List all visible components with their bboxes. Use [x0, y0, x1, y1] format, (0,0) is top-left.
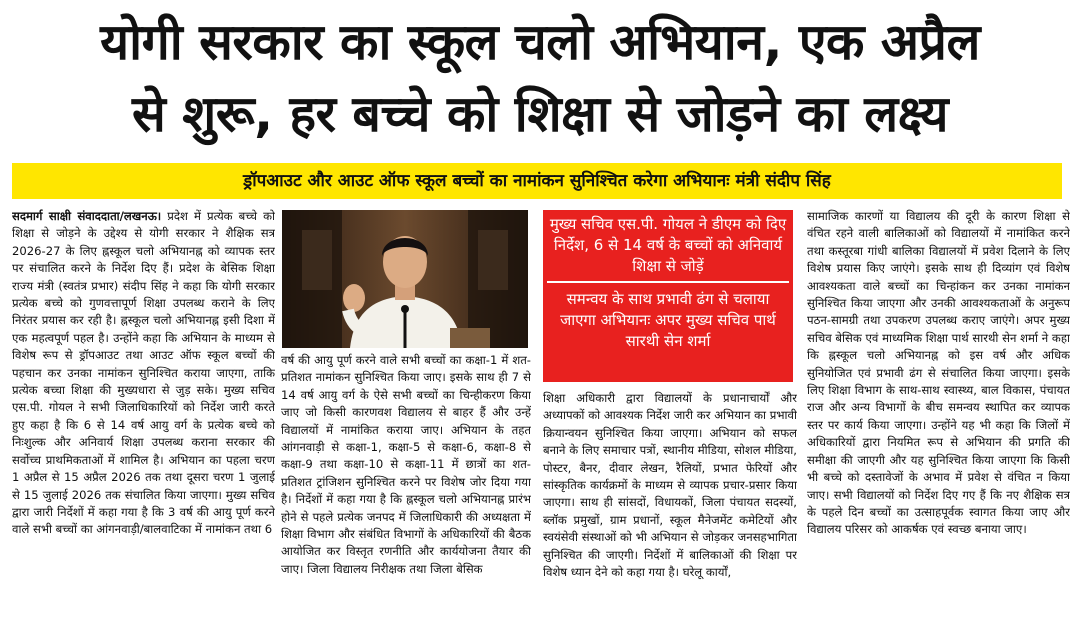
article-column-3: [543, 390, 797, 614]
highlight-box: [543, 210, 793, 382]
minister-photo-illustration: [282, 210, 528, 348]
column-2-text: वर्ष की आयु पूर्ण करने वाले सभी बच्चों का कक्षा-1 में शत-प्रतिशत नामांकन सुनिश्चित किया जाए। इसके साथ ही 7 से 14 वर्ष आयु वर्ग के ऐसे सभी बच्चों का चिन्हीकरण किया जाए जो किसी कारणवश विद्यालय से बाहर हैं और उन्हें विद्यालयों में नामांकित कराया जाए। अभियान के तहत आंगनवाड़ी से कक्षा-1, कक्षा-5 से कक्षा-6, कक्षा-8 से कक्षा-9 तथा कक्षा-10 से कक्षा-11 में छात्रों का शत-प्रतिशत ट्रांजिशन सुनिश्चित करने पर विशेष जोर दिया गया है। निर्देशों में कहा गया है कि ह्नस्कूल चलो अभियानह्न प्रारंभ होने से पहले प्रत्येक जनपद में जिलाधिकारी की अध्यक्षता में शिक्षा विभाग और संबंधित विभागों के अधिकारियों की बैठक आयोजित कर विस्तृत रणनीति और कार्ययोजना तैयार की जाए। जिला विद्यालय निरीक्षक तथा जिला बेसिक: [281, 353, 531, 576]
article-column-1: [12, 208, 275, 613]
minister-photo: [282, 210, 528, 348]
column-3-text: शिक्षा अधिकारी द्वारा विद्यालयों के प्रधानाचार्यों और अध्यापकों को आवश्यक निर्देश जारी कर अभियान का प्रभावी क्रियान्वयन सुनिश्चित किया जाएगा। अभियान को सफल बनाने के लिए समाचार पत्रों, स्थानीय मीडिया, सोशल मीडिया, पोस्टर, बैनर, दीवार लेखन, रैलियों, प्रभात फेरियों और सांस्कृतिक कार्यक्रमों के माध्यम से व्यापक प्रचार-प्रसार किया जाएगा। साथ ही सांसदों, विधायकों, जिला पंचायत सदस्यों, ब्लॉक प्रमुखों, ग्राम प्रधानों, स्कूल मैनेजमेंट कमेटियों और स्वयंसेवी संस्थाओं को भी अभियान से जोड़कर जनसहभागिता सुनिश्चित की जाएगी। निर्देशों में बालिकाओं की शिक्षा पर विशेष ध्यान देने को कहा गया है। घरेलू कार्यों,: [543, 391, 797, 580]
highlight-quote-2: समन्वय के साथ प्रभावी ढंग से चलाया जाएगा अभियानः अपर मुख्य सचिव पार्थ सारथी सेन शर्मा: [560, 290, 776, 350]
article-column-2: [281, 352, 531, 614]
headline: [10, 6, 1070, 156]
article-column-4: [807, 208, 1070, 613]
highlight-quote-1: मुख्य सचिव एस.पी. गोयल ने डीएम को दिए निर्देश, 6 से 14 वर्ष के बच्चों को अनिवार्य शिक्षा से जोड़ें: [549, 215, 787, 275]
byline: सदमार्ग साक्षी संवाददाता/लखनऊ।: [12, 209, 162, 223]
subheadline: ड्रॉपआउट और आउट ऑफ स्कूल बच्चों का नामांकन सुनिश्चित करेगा अभियानः मंत्री संदीप सिंह: [243, 171, 831, 191]
headline-line-2: से शुरू, हर बच्चे को शिक्षा से जोड़ने का लक्ष्य: [132, 85, 948, 143]
column-4-text: सामाजिक कारणों या विद्यालय की दूरी के कारण शिक्षा से वंचित रहने वाली बालिकाओं को विद्यालयों में नामांकित करने तथा कस्तूरबा गांधी बालिका विद्यालयों में प्रवेश दिलाने के लिए विशेष प्रयास किए जाएंगे। इसके साथ ही दिव्यांग एवं विशेष आवश्यकता वाले बच्चों का चिन्हांकन कर उनका नामांकन सुनिश्चित किया जाएगा और उनकी आवश्यकताओं के अनुरूप पठन-सामग्री तथा उपकरण उपलब्ध कराए जाएंगे। अपर मुख्य सचिव बेसिक एवं माध्यमिक शिक्षा पार्थ सारथी सेन शर्मा ने कहा कि ह्नस्कूल चलो अभियानह्न को इस वर्ष और अधिक सुनियोजित एवं प्रभावी ढंग से संचालित किया जाएगा। इसके लिए शिक्षा विभाग के साथ-साथ स्वास्थ्य, बाल विकास, पंचायत राज और अन्य विभागों के बीच समन्वय स्थापित कर व्यापक स्तर पर कार्य किया जाएगा। उन्होंने यह भी कहा कि जिलों में अधिकारियों द्वारा नियमित रूप से अभियान की प्रगति की समीक्षा की जाएगी और यह सुनिश्चित किया जाएगा कि किसी भी बच्चे को दस्तावेजों के अभाव में प्रवेश से वंचित न किया जाए। सभी विद्यालयों को निर्देश दिए गए हैं कि नए शैक्षिक सत्र के पहले दिन बच्चों का उत्साहपूर्वक स्वागत किया जाए और विद्यालय परिसर को आकर्षक एवं स्वच्छ बनाया जाए।: [807, 209, 1070, 537]
headline-line-1: योगी सरकार का स्कूल चलो अभियान, एक अप्रैल: [100, 13, 980, 71]
subheadline-bar: [12, 163, 1062, 199]
column-1-text: प्रदेश में प्रत्येक बच्चे को शिक्षा से जोड़ने के उद्देश्य से योगी सरकार ने शैक्षिक सत्र 2026-27 के लिए ह्नस्कूल चलो अभियानह्न को व्यापक स्तर पर संचालित करने के निर्देश दिए हैं। प्रदेश के बेसिक शिक्षा राज्य मंत्री (स्वतंत्र प्रभार) संदीप सिंह ने कहा कि योगी सरकार प्रत्येक बच्चे को गुणवत्तापूर्ण शिक्षा उपलब्ध कराने के लिए निरंतर प्रयास कर रही है। ह्नस्कूल चलो अभियानह्न इसी दिशा में एक महत्वपूर्ण पहल है। उन्होंने कहा कि अभियान के माध्यम से विशेष रूप से ड्रॉपआउट तथा आउट ऑफ स्कूल बच्चों की पहचान कर उनका नामांकन सुनिश्चित कराया जाएगा, ताकि प्रत्येक बच्चा शिक्षा की मुख्यधारा से जुड़ सके। मुख्य सचिव एस.पी. गोयल ने सभी जिलाधिकारियों को निर्देश जारी करते हुए कहा है कि 6 से 14 वर्ष आयु वर्ग के प्रत्येक बच्चे को निःशुल्क और अनिवार्य शिक्षा उपलब्ध कराना सरकार की सर्वोच्च प्राथमिकताओं में शामिल है। अभियान का पहला चरण 1 अप्रैल से 15 अप्रैल 2026 तक तथा दूसरा चरण 1 जुलाई से 15 जुलाई 2026 तक संचालित किया जाएगा। मुख्य सचिव द्वारा जारी निर्देशों में कहा गया है कि 3 वर्ष की आयु पूर्ण करने वाले सभी बच्चों का आंगनवाड़ी/बालवाटिका में नामांकन तथा 6: [12, 209, 275, 537]
